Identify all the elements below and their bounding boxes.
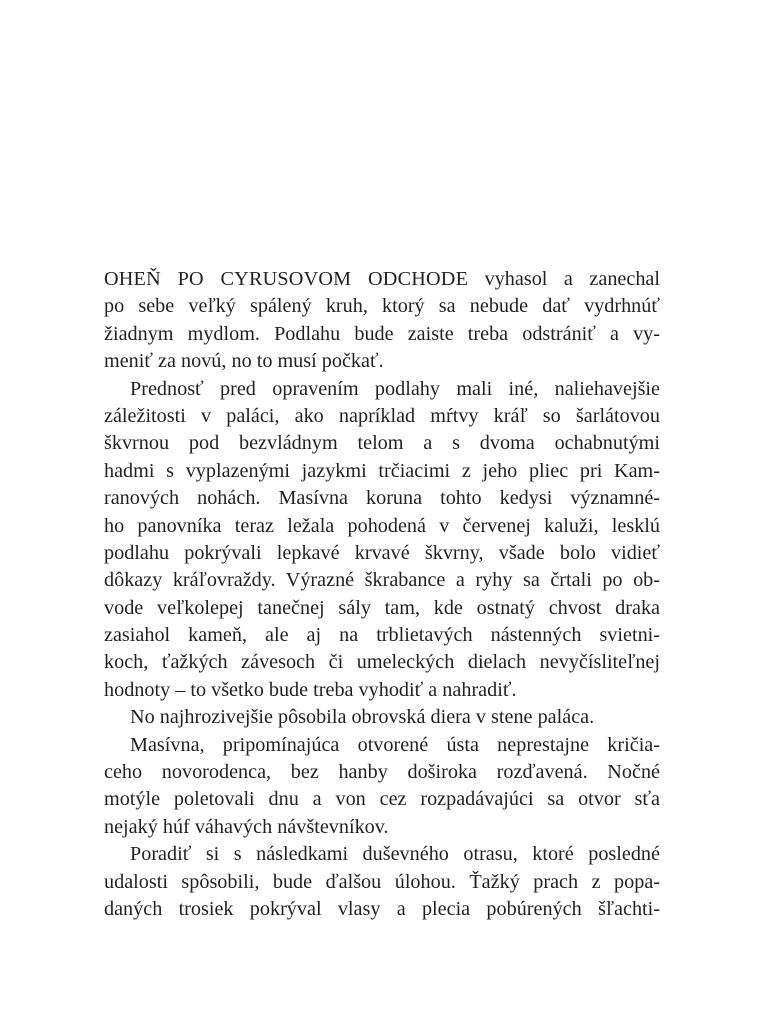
text-line: koch, ťažkých závesoch či umeleckých dielach nevyčísliteľnej (104, 651, 660, 674)
paragraph (104, 704, 660, 731)
text-line: ceho novorodenca, bez hanby doširoka rozďavená. Nočné (104, 761, 660, 784)
text-line: škvrnou pod bezvládnym telom a s dvoma ochabnutými (104, 432, 660, 455)
text-line: udalosti spôsobili, bude ďalšou úlohou. Ťažký prach z popa- (104, 870, 660, 893)
paragraph (104, 841, 660, 923)
text-line: Prednosť pred opravením podlahy mali iné, naliehavejšie (130, 377, 660, 400)
text-line: žiadnym mydlom. Podlahu bude zaiste treba odstrániť a vy- (104, 322, 660, 345)
text-line: dôkazy kráľovraždy. Výrazné škrabance a ryhy sa črtali po ob- (104, 569, 660, 592)
text-line: motýle poletovali dnu a von cez rozpadávajúci sa otvor sťa (104, 788, 660, 811)
text-line: vode veľkolepej tanečnej sály tam, kde ostnatý chvost draka (104, 596, 660, 619)
text-line: No najhrozivejšie pôsobila obrovská diera v stene paláca. (130, 706, 595, 729)
text-line: hodnoty – to všetko bude treba vyhodiť a nahradiť. (104, 678, 517, 701)
paragraph (104, 266, 660, 376)
text-line: Masívna, pripomínajúca otvorené ústa neprestajne kričia- (130, 733, 660, 756)
text-line: hadmi s vyplazenými jazykmi trčiacimi z jeho pliec pri Kam- (104, 459, 660, 482)
text-line: ranových nohách. Masívna koruna tohto kedysi významné- (104, 487, 660, 510)
text-line: po sebe veľký spálený kruh, ktorý sa nebude dať vydrhnúť (104, 295, 660, 318)
body-text (104, 266, 660, 923)
text-line: nejaký húf váhavých návštevníkov. (104, 815, 389, 838)
paragraph (104, 732, 660, 842)
paragraph (104, 376, 660, 705)
text-line: zasiahol kameň, ale aj na trblietavých nástenných svietni- (104, 624, 660, 647)
text-line: daných trosiek pokrýval vlasy a plecia pobúrených šľachti- (104, 897, 660, 920)
text-line: Poradiť si s následkami duševného otrasu, ktoré posledné (130, 843, 660, 866)
text-line (104, 266, 660, 293)
text-line: podlahu pokrývali lepkavé krvavé škvrny, všade bolo vidieť (104, 541, 660, 564)
text-line: meniť za novú, no to musí počkať. (104, 350, 384, 373)
text-line-rest: vyhasol a zanechal (468, 268, 660, 290)
text-line: ho panovníka teraz ležala pohodená v červenej kaluži, lesklú (104, 514, 660, 537)
chapter-lead-in: OHEŇ PO CYRUSOVOM ODCHODE (104, 268, 469, 290)
text-line: záležitosti v paláci, ako napríklad mŕtvy kráľ so šarlátovou (104, 404, 660, 427)
